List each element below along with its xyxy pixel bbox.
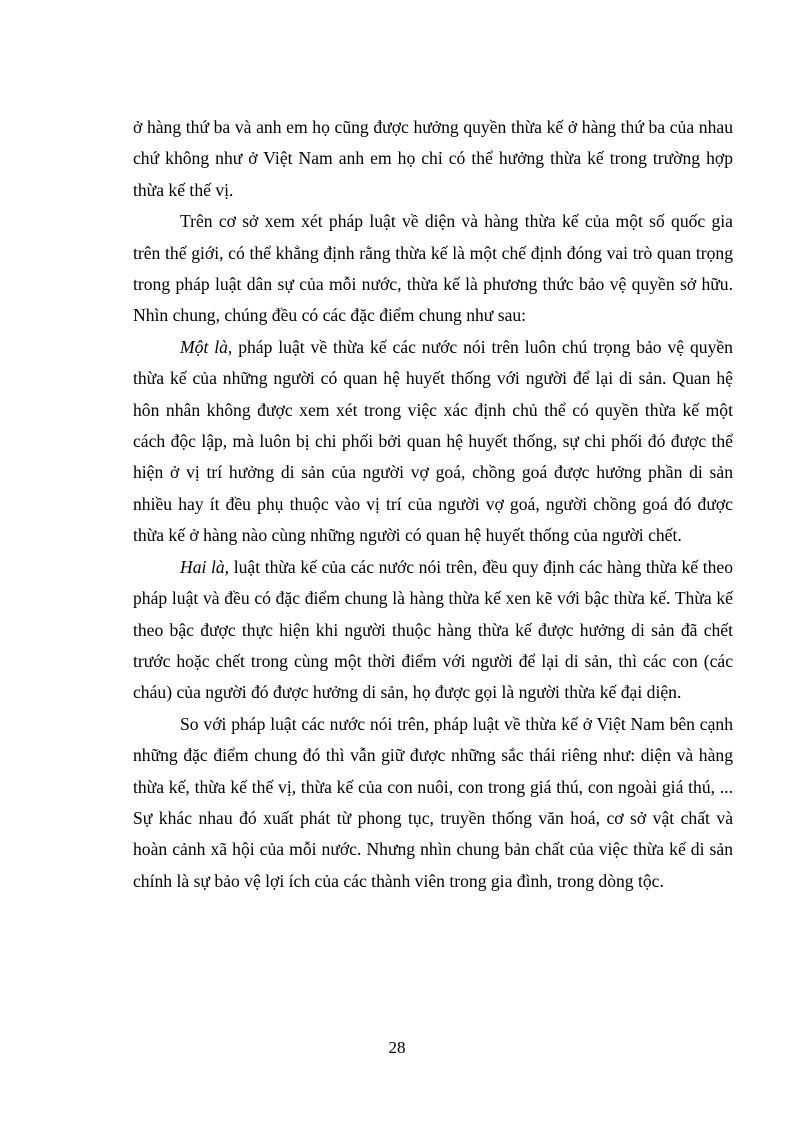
body-text xyxy=(133,112,733,897)
paragraph-text: Trên cơ sở xem xét pháp luật về diện và hàng thừa kế của một số quốc gia trên thế giới, có thể khẳng định rằng thừa kế là một chế định đóng vai trò quan trọng trong pháp luật dân sự của mỗi nước, thừa kế là phương thức bảo vệ quyền sở hữu. Nhìn chung, chúng đều có các đặc điểm chung như sau: xyxy=(133,211,733,326)
paragraph-text: pháp luật về thừa kế các nước nói trên luôn chú trọng bảo vệ quyền thừa kế của những người có quan hệ huyết thống với người để lại di sản. Quan hệ hôn nhân không được xem xét trong việc xác định chủ thể có quyền thừa kế một cách độc lập, mà luôn bị chi phối bởi quan hệ huyết thống, sự chi phối đó được thể hiện ở vị trí hưởng di sản của người vợ goá, chồng goá được hưởng phần di sản nhiều hay ít đều phụ thuộc vào vị trí của người vợ goá, người chồng goá đó được thừa kế ở hàng nào cùng những người có quan hệ huyết thống của người chết. xyxy=(133,336,733,546)
paragraph-lead: Một là, xyxy=(180,336,233,357)
paragraph-first-point xyxy=(133,332,733,552)
paragraph-second-point xyxy=(133,552,733,709)
paragraph-text: ở hàng thứ ba và anh em họ cũng được hưởng quyền thừa kế ở hàng thứ ba của nhau chứ không như ở Việt Nam anh em họ chỉ có thể hưởng thừa kế trong trường hợp thừa kế thế vị. xyxy=(133,117,733,200)
paragraph-comparison xyxy=(133,709,733,897)
paragraph-text: So với pháp luật các nước nói trên, pháp luật về thừa kế ở Việt Nam bên cạnh những đặc điểm chung đó thì vẫn giữ được những sắc thái riêng như: diện và hàng thừa kế, thừa kế thế vị, thừa kế của con nuôi, con trong giá thú, con ngoài giá thú, ... Sự khác nhau đó xuất phát từ phong tục, truyền thống văn hoá, cơ sở vật chất và hoàn cảnh xã hội của mỗi nước. Nhưng nhìn chung bản chất của việc thừa kế di sản chính là sự bảo vệ lợi ích của các thành viên trong gia đình, trong dòng tộc. xyxy=(133,713,733,891)
paragraph-text: luật thừa kế của các nước nói trên, đều quy định các hàng thừa kế theo pháp luật và đều có đặc điểm chung là hàng thừa kế xen kẽ với bậc thừa kế. Thừa kế theo bậc được thực hiện khi người thuộc hàng thừa kế được hưởng di sản đã chết trước hoặc chết trong cùng một thời điểm với người để lại di sản, thì các con (các cháu) của người đó được hưởng di sản, họ được gọi là người thừa kế đại diện. xyxy=(133,556,733,703)
paragraph-continuation xyxy=(133,112,733,206)
page-number: 28 xyxy=(388,1038,406,1057)
paragraph-overview xyxy=(133,206,733,332)
paragraph-lead: Hai là, xyxy=(180,556,230,577)
